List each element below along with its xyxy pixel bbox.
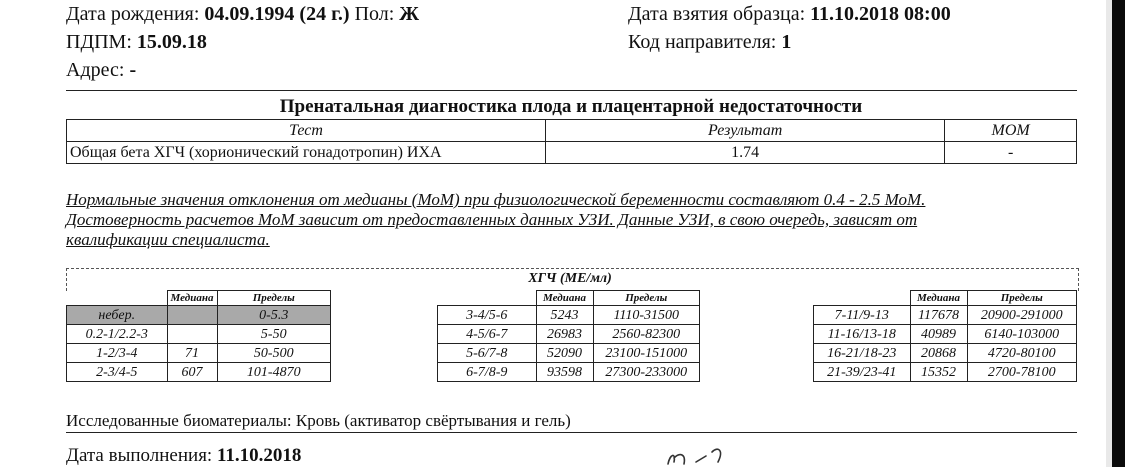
results-table [66,119,1077,164]
median-cell: 40989 [910,325,967,344]
limits-cell: 1110-31500 [593,306,700,325]
biomaterial-label: Исследованные биоматериалы: [66,411,292,430]
hcg-table-1 [66,290,331,382]
sample-date-label: Дата взятия образца: [628,3,806,25]
completed-value: 11.10.2018 [216,445,302,466]
limits-cell: 5-50 [217,325,331,344]
median-cell: 71 [167,344,217,363]
table-row [67,325,331,344]
col-limits: Пределы [217,291,331,306]
col-result: Результат [546,120,945,142]
median-cell: 5243 [536,306,593,325]
limits-cell: 2700-78100 [967,363,1077,382]
dark-background-edge [1112,0,1125,467]
median-cell: 93598 [536,363,593,382]
col-mom: МОМ [945,120,1077,142]
table-row [438,363,700,382]
table-row [438,306,700,325]
biomaterial-value: Кровь (активатор свёртывания и гель) [295,411,571,430]
col-limits: Пределы [967,291,1077,306]
pdpm-label: ПДПМ: [66,31,132,53]
biomaterial-line [66,410,571,432]
test-mom: - [945,142,1077,164]
period-cell: 21-39/23-41 [814,363,911,382]
dob-value: 04.09.1994 (24 г.) [204,3,350,25]
limits-cell: 6140-103000 [967,325,1077,344]
sample-date-value: 11.10.2018 08:00 [810,3,951,25]
address-line [66,59,136,81]
col-median: Медиана [910,291,967,306]
completed-line [66,445,301,467]
address-value: - [129,59,137,81]
limits-cell: 50-500 [217,344,331,363]
table-row [438,325,700,344]
median-cell: 607 [167,363,217,382]
median-cell [167,306,217,325]
test-result: 1.74 [546,142,945,164]
sample-date-line [628,3,951,25]
limits-cell: 0-5.3 [217,306,331,325]
median-cell: 117678 [910,306,967,325]
sex-value: Ж [399,3,420,25]
col-test: Тест [67,120,546,142]
limits-cell: 27300-233000 [593,363,700,382]
table-row [67,363,331,382]
median-cell: 52090 [536,344,593,363]
table-row [814,325,1077,344]
period-cell: 4-5/6-7 [438,325,537,344]
note-line: Достоверность расчетов МоМ зависит от предоставленных данных УЗИ. Данные УЗИ, в свою очередь, зависят от [66,210,918,229]
period-cell: 0.2-1/2.2-3 [67,325,168,344]
table-row [438,344,700,363]
pdpm-value: 15.09.18 [136,31,207,53]
median-cell: 20868 [910,344,967,363]
median-cell: 15352 [910,363,967,382]
footer-divider [66,432,1077,433]
period-cell: 11-16/13-18 [814,325,911,344]
blank-header [67,291,168,306]
hcg-table-2 [437,290,700,382]
pdpm-line [66,31,207,53]
referrer-label: Код направителя: [628,31,777,53]
period-cell: 16-21/18-23 [814,344,911,363]
sex-label: Пол: [354,3,395,25]
note-line: Нормальные значения отклонения от медианы (МоМ) при физиологической беременности составляют 0.4 - 2.5 МоМ. [66,190,926,209]
blank-header [438,291,537,306]
table-row [67,306,331,325]
limits-cell: 23100-151000 [593,344,700,363]
period-cell: 3-4/5-6 [438,306,537,325]
limits-cell: 20900-291000 [967,306,1077,325]
referrer-line [628,31,791,53]
col-limits: Пределы [593,291,700,306]
section-title: Пренатальная диагностика плода и плацентарной недостаточности [279,96,863,117]
address-label: Адрес: [66,59,125,81]
median-cell: 26983 [536,325,593,344]
table-row [814,344,1077,363]
dob-label: Дата рождения: [66,3,200,25]
referrer-value: 1 [781,31,792,53]
table-row [67,344,331,363]
table-row [814,306,1077,325]
limits-cell: 4720-80100 [967,344,1077,363]
col-median: Медиана [167,291,217,306]
hcg-title: ХГЧ (МЕ/мл) [528,271,612,286]
completed-label: Дата выполнения: [66,445,213,466]
divider [66,90,1077,91]
signature-mark [662,444,732,467]
test-name: Общая бета ХГЧ (хорионический гонадотропин) ИХА [67,142,546,164]
table-row [67,142,1077,164]
dob-line [66,3,419,25]
hcg-table-3 [813,290,1077,382]
limits-cell: 2560-82300 [593,325,700,344]
period-cell: небер. [67,306,168,325]
col-median: Медиана [536,291,593,306]
results-header-row [67,120,1077,142]
period-cell: 2-3/4-5 [67,363,168,382]
period-cell: 6-7/8-9 [438,363,537,382]
table-row [814,363,1077,382]
period-cell: 7-11/9-13 [814,306,911,325]
limits-cell: 101-4870 [217,363,331,382]
period-cell: 1-2/3-4 [67,344,168,363]
blank-header [814,291,911,306]
interpretation-note [66,190,1026,250]
note-line: квалификации специалиста. [66,230,270,249]
period-cell: 5-6/7-8 [438,344,537,363]
median-cell [167,325,217,344]
